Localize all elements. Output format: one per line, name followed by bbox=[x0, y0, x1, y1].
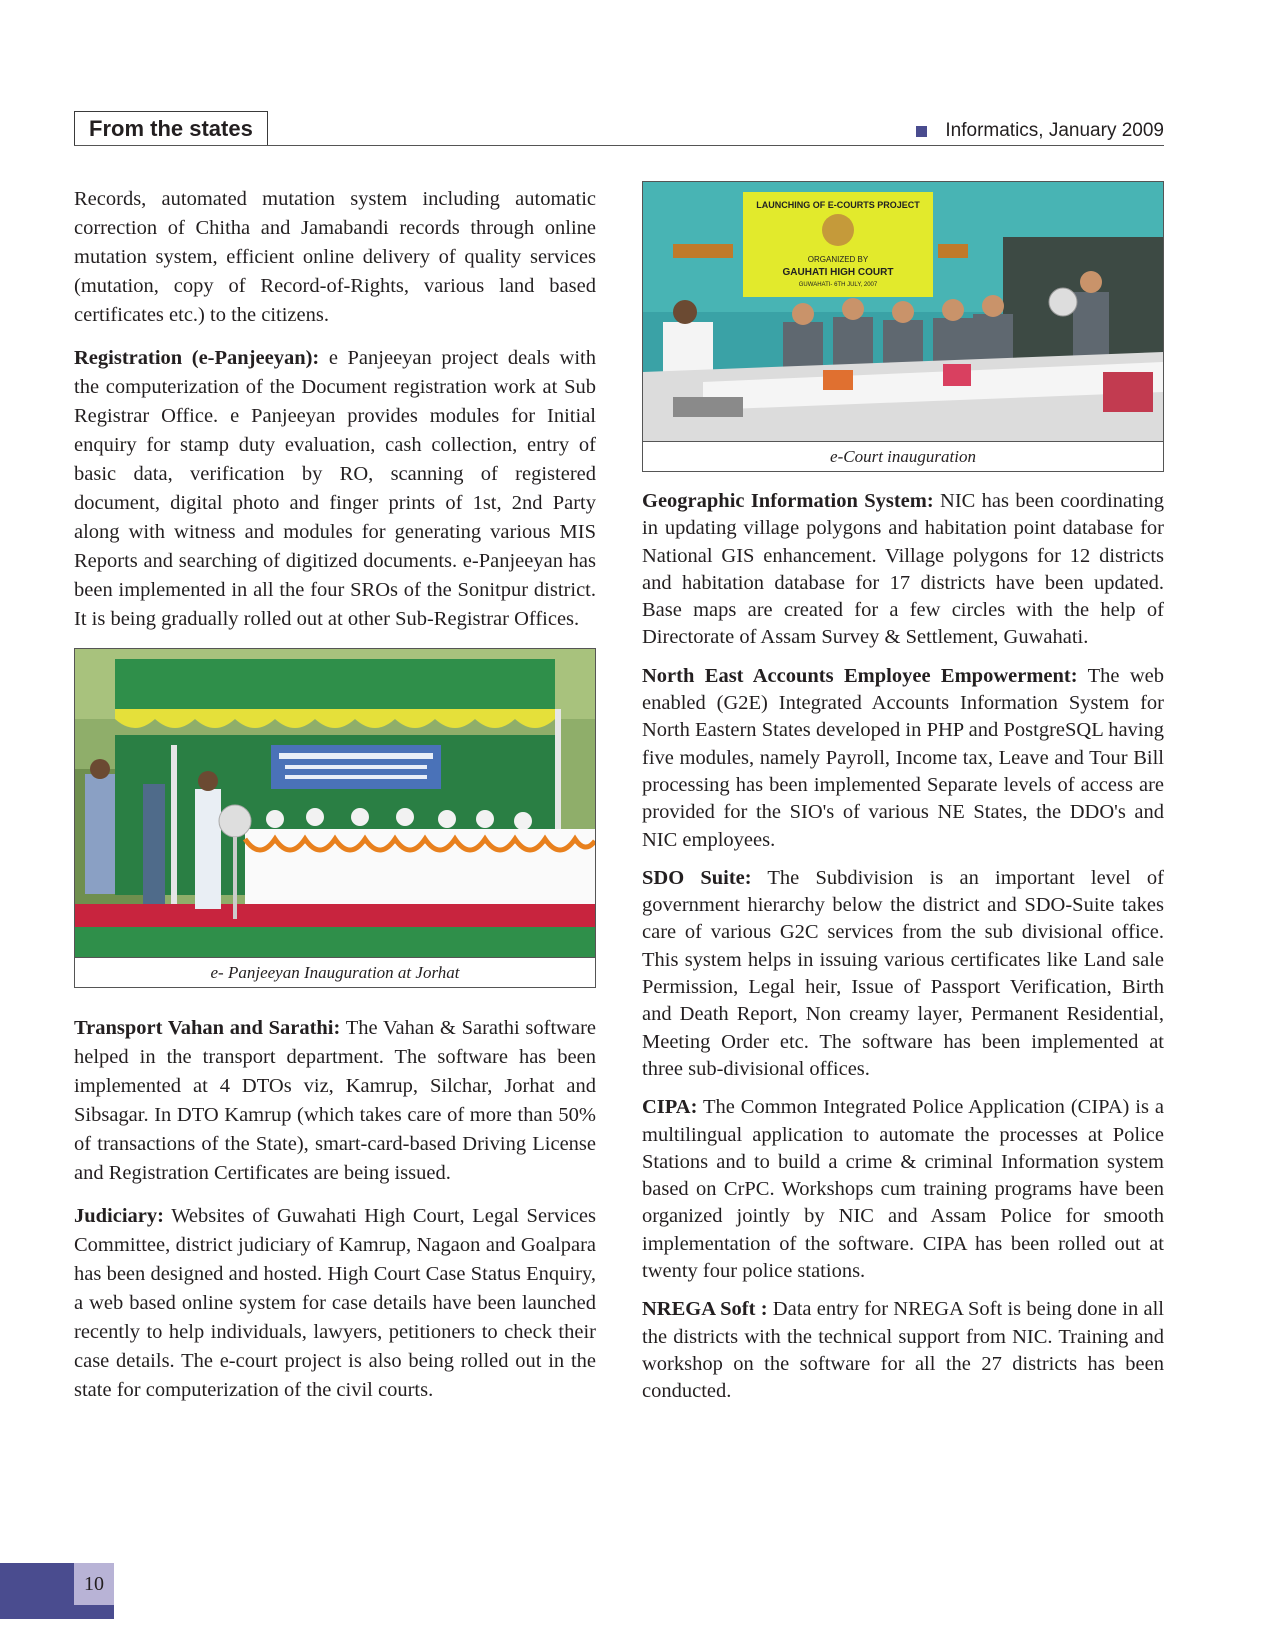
body-gis: NIC has been coordinating in updating village polygons and habitation point database for National GIS enhancement. Village polygons for 12 districts and habitation database for 17 districts have been updated. Base maps are created for a few circles with the help of Directorate of Assam Survey & Settlement, Guwahati. bbox=[642, 490, 1164, 649]
paragraph-registration bbox=[74, 344, 596, 634]
body-sdo-suite: The Subdivision is an important level of government hierarchy below the district and SDO-Suite takes care of various G2C services from the sub divisional office. This system helps in issuing various certificates like Land sale Permission, Legal heir, Issue of Passport Verification, Birth and Death Report, Non creamy layer, Permanent Residential, Meeting Order etc. The software has been implemented at three sub-divisional offices. bbox=[642, 866, 1164, 1080]
heading-ne-accounts: North East Accounts Employee Empowerment: bbox=[642, 664, 1078, 687]
photo-panjeeyan-inauguration bbox=[75, 649, 595, 958]
section-title: From the states bbox=[74, 111, 268, 146]
body-judiciary: Websites of Guwahati High Court, Legal Services Committee, district judiciary of Kamrup, Nagaon and Goalpara has been designed and hosted. High Court Case Status Enquiry, a web based online system for case details have been launched recently to help individuals, lawyers, petitioners to check their case details. The e-court project is also being rolled out in the state for computerization of the civil courts. bbox=[74, 1205, 596, 1401]
paragraph-cipa bbox=[642, 1094, 1164, 1285]
heading-transport: Transport Vahan and Sarathi: bbox=[74, 1017, 341, 1039]
banner-org-text: GAUHATI HIGH COURT bbox=[782, 267, 894, 278]
footer-accent-strip bbox=[74, 1605, 114, 1619]
heading-sdo-suite: SDO Suite: bbox=[642, 866, 752, 889]
ecourt-dais-image bbox=[643, 182, 1163, 441]
page-number: 10 bbox=[74, 1563, 114, 1605]
paragraph-nrega bbox=[642, 1296, 1164, 1405]
body-cipa: The Common Integrated Police Application (CIPA) is a multilingual application to automate the processes at Police Stations and to build a crime & criminal Information system based on CrPC. Workshops cum training programs have been organized jointly by NIC and Assam Police for smooth implementation of the software. CIPA has been rolled out at twenty four police stations. bbox=[642, 1096, 1164, 1283]
heading-gis: Geographic Information System: bbox=[642, 490, 934, 512]
heading-cipa: CIPA: bbox=[642, 1096, 698, 1119]
body-registration: e Panjeeyan project deals with the computerization of the Document registration work at Sub Registrar Office. e Panjeeyan provides modules for Initial enquiry for stamp duty evaluation, cash collection, entry of basic data, verification by RO, scanning of registered document, digital photo and finger prints of 1st, 2nd Party along with witness and modules for generating various MIS Reports and searching of digitized documents. e-Panjeeyan has been implemented in all the four SROs of the Sonitpur district. It is being gradually rolled out at other Sub-Registrar Offices. bbox=[74, 347, 596, 630]
body-transport: The Vahan & Sarathi software helped in the transport department. The software has been implemented at 4 DTOs viz, Kamrup, Silchar, Jorhat and Sibsagar. In DTO Kamrup (which takes care of more than 50% of transactions of the State), smart-card-based Driving License and Registration Certificates are being issued. bbox=[74, 1017, 596, 1184]
heading-nrega: NREGA Soft : bbox=[642, 1298, 768, 1321]
header-rule bbox=[74, 145, 1164, 146]
caption-ecourt: e-Court inauguration bbox=[830, 447, 976, 466]
body-ne-accounts: The web enabled (G2E) Integrated Accounts Information System for North Eastern States developed in PHP and PostgreSQL having five modules, namely Payroll, Income tax, Leave and Tour Bill processing has been implemented Separate levels of access are provided for the SIO's of various NE States, the DDO's and NIC employees. bbox=[642, 664, 1165, 851]
heading-judiciary: Judiciary: bbox=[74, 1205, 164, 1227]
banner-date-text: GUWAHATI- 6TH JULY, 2007 bbox=[798, 282, 878, 288]
caption-panjeeyan: e- Panjeeyan Inauguration at Jorhat bbox=[210, 963, 460, 982]
photo-ecourt-inauguration bbox=[643, 182, 1163, 442]
paragraph-transport bbox=[74, 1014, 596, 1188]
paragraph-records: Records, automated mutation system including automatic correction of Chitha and Jamabandi records through online mutation system, efficient online delivery of quality services (mutation, copy of Record-of-Rights, various land based certificates etc.) to the citizens. bbox=[74, 188, 596, 326]
figure-panjeeyan bbox=[74, 648, 596, 988]
heading-registration: Registration (e-Panjeeyan): bbox=[74, 347, 320, 369]
body-nrega: Data entry for NREGA Soft is being done in all the districts with the technical support from NIC. Training and workshop on the software for all the 27 districts has been conducted. bbox=[642, 1298, 1164, 1403]
paragraph-gis bbox=[642, 488, 1164, 652]
paragraph-judiciary bbox=[74, 1202, 596, 1405]
left-column bbox=[74, 185, 596, 1419]
paragraph-sdo-suite bbox=[642, 865, 1164, 1083]
right-column bbox=[642, 488, 1164, 1417]
banner-mid-text: ORGANIZED BY bbox=[807, 255, 869, 264]
figure-ecourt bbox=[642, 181, 1164, 472]
paragraph-ne-accounts bbox=[642, 663, 1164, 854]
publication-title: Informatics, January 2009 bbox=[945, 120, 1164, 141]
masthead bbox=[916, 120, 1164, 142]
banner-top-text: LAUNCHING OF E-COURTS PROJECT bbox=[756, 200, 920, 210]
panjeeyan-stage-image bbox=[75, 649, 595, 957]
square-bullet-icon bbox=[916, 126, 927, 137]
footer-accent-block bbox=[0, 1563, 74, 1619]
